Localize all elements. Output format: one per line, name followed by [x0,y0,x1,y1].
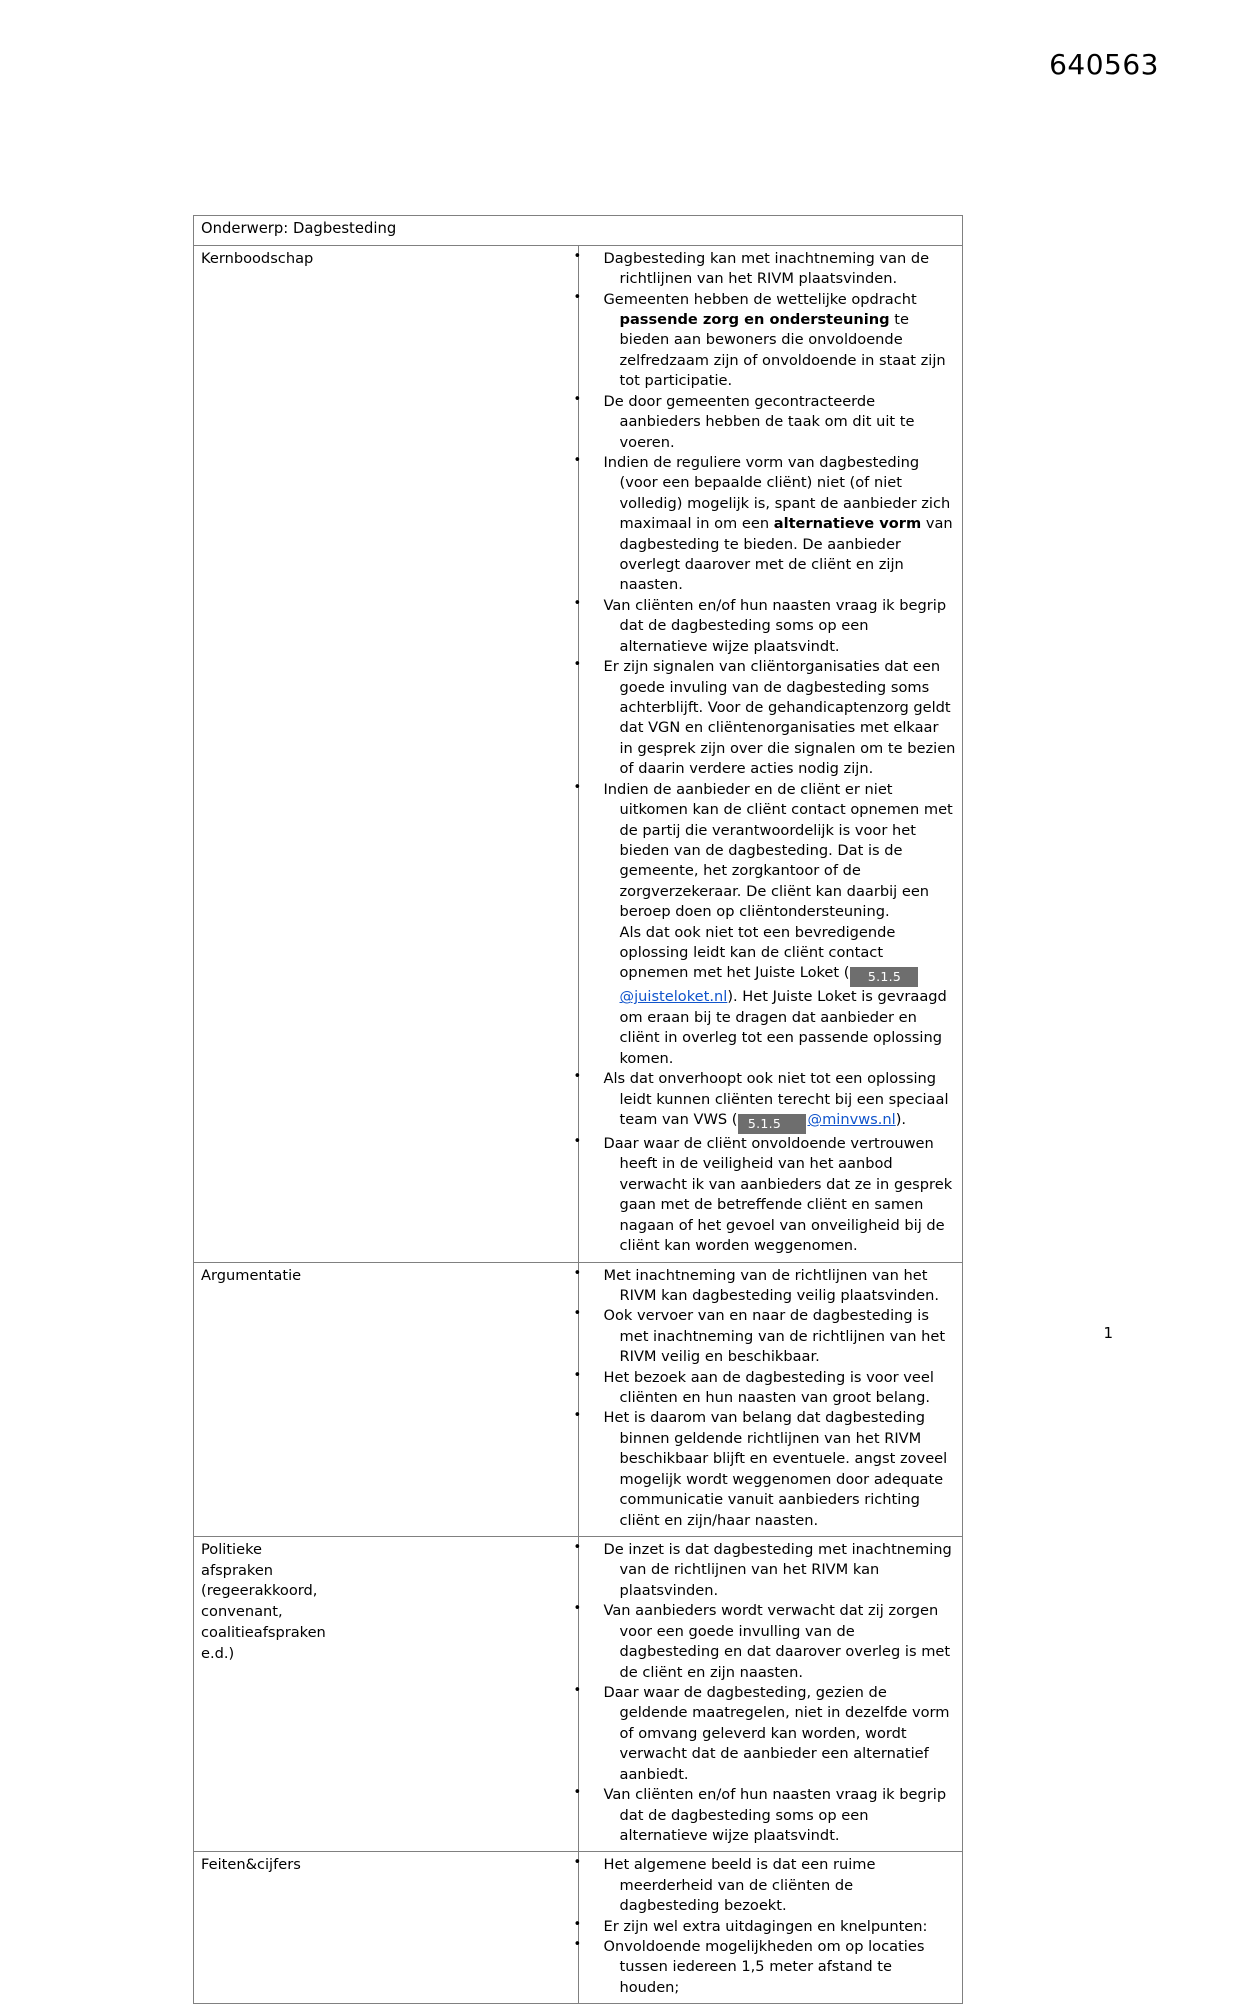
bullet-text: De inzet is dat dagbesteding met inachtneming van de richtlijnen van het RIVM kan plaatsvinden. [603,1541,952,1599]
bullet-text: Ook vervoer van en naar de dagbesteding is met inachtneming van de richtlijnen van het RIVM veilig en beschikbaar. [603,1307,946,1366]
row-content-argumentatie [578,1262,963,1536]
table-body [194,216,963,2004]
bullet-text: Met inachtneming van de richtlijnen van het RIVM kan dagbesteding veilig plaatsvinden. [603,1266,939,1304]
bullet-item [586,1069,957,1134]
bullet-item [586,1368,957,1409]
bullet-text: Het algemene beeld is dat een ruime meerderheid van de cliënten de dagbesteding bezoekt. [603,1856,876,1915]
row-label-line: (regeerakkoord, [201,1582,318,1600]
bullet-text: Het is daarom van belang dat dagbesteding binnen geldende richtlijnen van het RIVM beschikbaar blijft en eventuele. angst zoveel mogelijk wordt weggenomen door adequate communicatie vanuit aanbieders richting cliënt en zijn/haar naasten. [603,1409,948,1529]
bullet-text: Als dat ook niet tot een bevredigende oplossing leidt kan de cliënt contact opnemen met het Juiste Loket ( [619,923,896,982]
bullet-item [586,1134,957,1257]
table-row [194,1262,963,1536]
row-label-line: Feiten&cijfers [201,1856,301,1874]
bullet-text: Onvoldoende mogelijkheden om op locaties tussen iedereen 1,5 meter afstand te houden; [603,1938,925,1996]
bullet-text: Er zijn signalen van cliëntorganisaties dat een goede invuling van de dagbesteding soms achterblijft. Voor de gehandicaptenzorg geldt dat VGN en cliëntenorganisaties met elkaar in gesprek zijn over die signalen om te bezien of daarin verdere acties nodig zijn. [603,658,956,778]
bullet-text: Er zijn wel extra uitdagingen en knelpunten: [603,1917,928,1935]
row-label-kernboodschap [194,245,579,1262]
bullet-list [586,249,957,1257]
bullet-text: van dagbesteding te bieden. De aanbieder overlegt daarover met de cliënt en zijn naasten. [619,515,953,594]
emphasis-text: passende zorg en ondersteuning [619,310,890,328]
page-number: 1 [1103,1324,1113,1342]
row-label-politieke-afspraken [194,1537,579,1852]
row-content-feiten-cijfers [578,1852,963,2004]
bullet-item [586,1937,957,1998]
row-label-line: e.d.) [201,1644,235,1662]
row-label-line: afspraken [201,1561,274,1579]
bullet-text: Dagbesteding kan met inachtneming van de richtlijnen van het RIVM plaatsvinden. [603,249,930,288]
bullet-text: Daar waar de dagbesteding, gezien de geldende maatregelen, niet in dezelfde vorm of omvang geleverd kan worden, wordt verwacht dat de aanbieder een alternatief aanbiedt. [603,1683,950,1783]
bullet-list [586,1855,957,1998]
email-link[interactable]: @juisteloket.nl [619,988,728,1006]
bullet-item [586,453,957,596]
email-link[interactable]: @minvws.nl [807,1111,896,1128]
bullet-item [586,1266,957,1307]
bullet-text: De door gemeenten gecontracteerde aanbieders hebben de taak om dit uit te voeren. [603,392,915,451]
bullet-item [586,780,957,923]
row-label-feiten-cijfers [194,1852,579,2004]
row-label-line: Politieke [201,1541,262,1559]
bullet-list [586,1540,957,1846]
row-label-argumentatie [194,1262,579,1536]
bullet-text: Gemeenten hebben de wettelijke opdracht [603,290,917,308]
bullet-item [586,1408,957,1531]
bullet-item [586,657,957,780]
row-label-line: Kernboodschap [201,249,314,267]
bullet-text: Indien de reguliere vorm van dagbesteding (voor een bepaalde cliënt) niet (of niet volledig) mogelijk is, spant de aanbieder zich maximaal in om een [603,453,951,533]
dagbesteding-table [193,215,963,2004]
row-content-kernboodschap [578,245,963,1262]
bullet-text: te bieden aan bewoners die onvoldoende zelfredzaam zijn of onvoldoende in staat zijn tot participatie. [619,310,946,390]
table-row [194,1852,963,2004]
bullet-list [586,1266,957,1531]
redaction-box: 5.1.5 [850,967,918,987]
table-row [194,1537,963,1852]
bullet-item [586,1785,957,1846]
row-label-line: convenant, [201,1603,283,1621]
table-header-cell: Onderwerp: Dagbesteding [194,216,963,246]
bullet-item [586,1306,957,1367]
bullet-item [586,923,957,1070]
bullet-text: Als dat onverhoopt ook niet tot een oplossing leidt kunnen cliënten terecht bij een speciaal team van VWS ( [603,1070,949,1128]
bullet-item [586,1683,957,1785]
row-label-line: Argumentatie [201,1266,302,1284]
bullet-item [586,1540,957,1601]
bullet-text: Van aanbieders wordt verwacht dat zij zorgen voor een goede invulling van de dagbesteding en dat daarover overleg is met de cliënt en zijn naasten. [603,1602,951,1681]
document-number: 640563 [1049,48,1159,81]
bullet-item [586,249,957,290]
bullet-text: ). Het Juiste Loket is gevraagd om eraan bij te dragen dat aanbieder en cliënt in overleg tot een passende oplossing komen. [619,988,947,1067]
bullet-item [586,1601,957,1683]
table-header-row [194,216,963,246]
bullet-text: Indien de aanbieder en de cliënt er niet uitkomen kan de cliënt contact opnemen met de partij die verantwoordelijk is voor het bieden van de dagbesteding. Dat is de gemeente, het zorgkantoor of de zorgverzekeraar. De cliënt kan daarbij een beroep doen op cliëntondersteuning. [603,780,953,921]
bullet-item [586,1917,957,1937]
bullet-item [586,596,957,657]
row-content-politieke-afspraken [578,1537,963,1852]
bullet-item [586,392,957,453]
bullet-text: Van cliënten en/of hun naasten vraag ik begrip dat de dagbesteding soms op een alternatieve wijze plaatsvindt. [603,596,947,655]
bullet-item [586,290,957,392]
row-label-line: coalitieafspraken [201,1623,326,1641]
bullet-text: ). [895,1111,907,1128]
redaction-box: 5.1.5 [738,1114,806,1134]
table-row [194,245,963,1262]
bullet-text: Het bezoek aan de dagbesteding is voor veel cliënten en hun naasten van groot belang. [603,1368,934,1407]
emphasis-text: alternatieve vorm [773,515,922,533]
bullet-item [586,1855,957,1916]
bullet-text: Van cliënten en/of hun naasten vraag ik begrip dat de dagbesteding soms op een alternatieve wijze plaatsvindt. [603,1786,947,1844]
bullet-text: Daar waar de cliënt onvoldoende vertrouwen heeft in de veiligheid van het aanbod verwacht ik van aanbieders dat ze in gesprek gaan met de betreffende cliënt en samen nagaan of het gevoel van onveiligheid bij de cliënt kan worden weggenomen. [603,1135,953,1255]
